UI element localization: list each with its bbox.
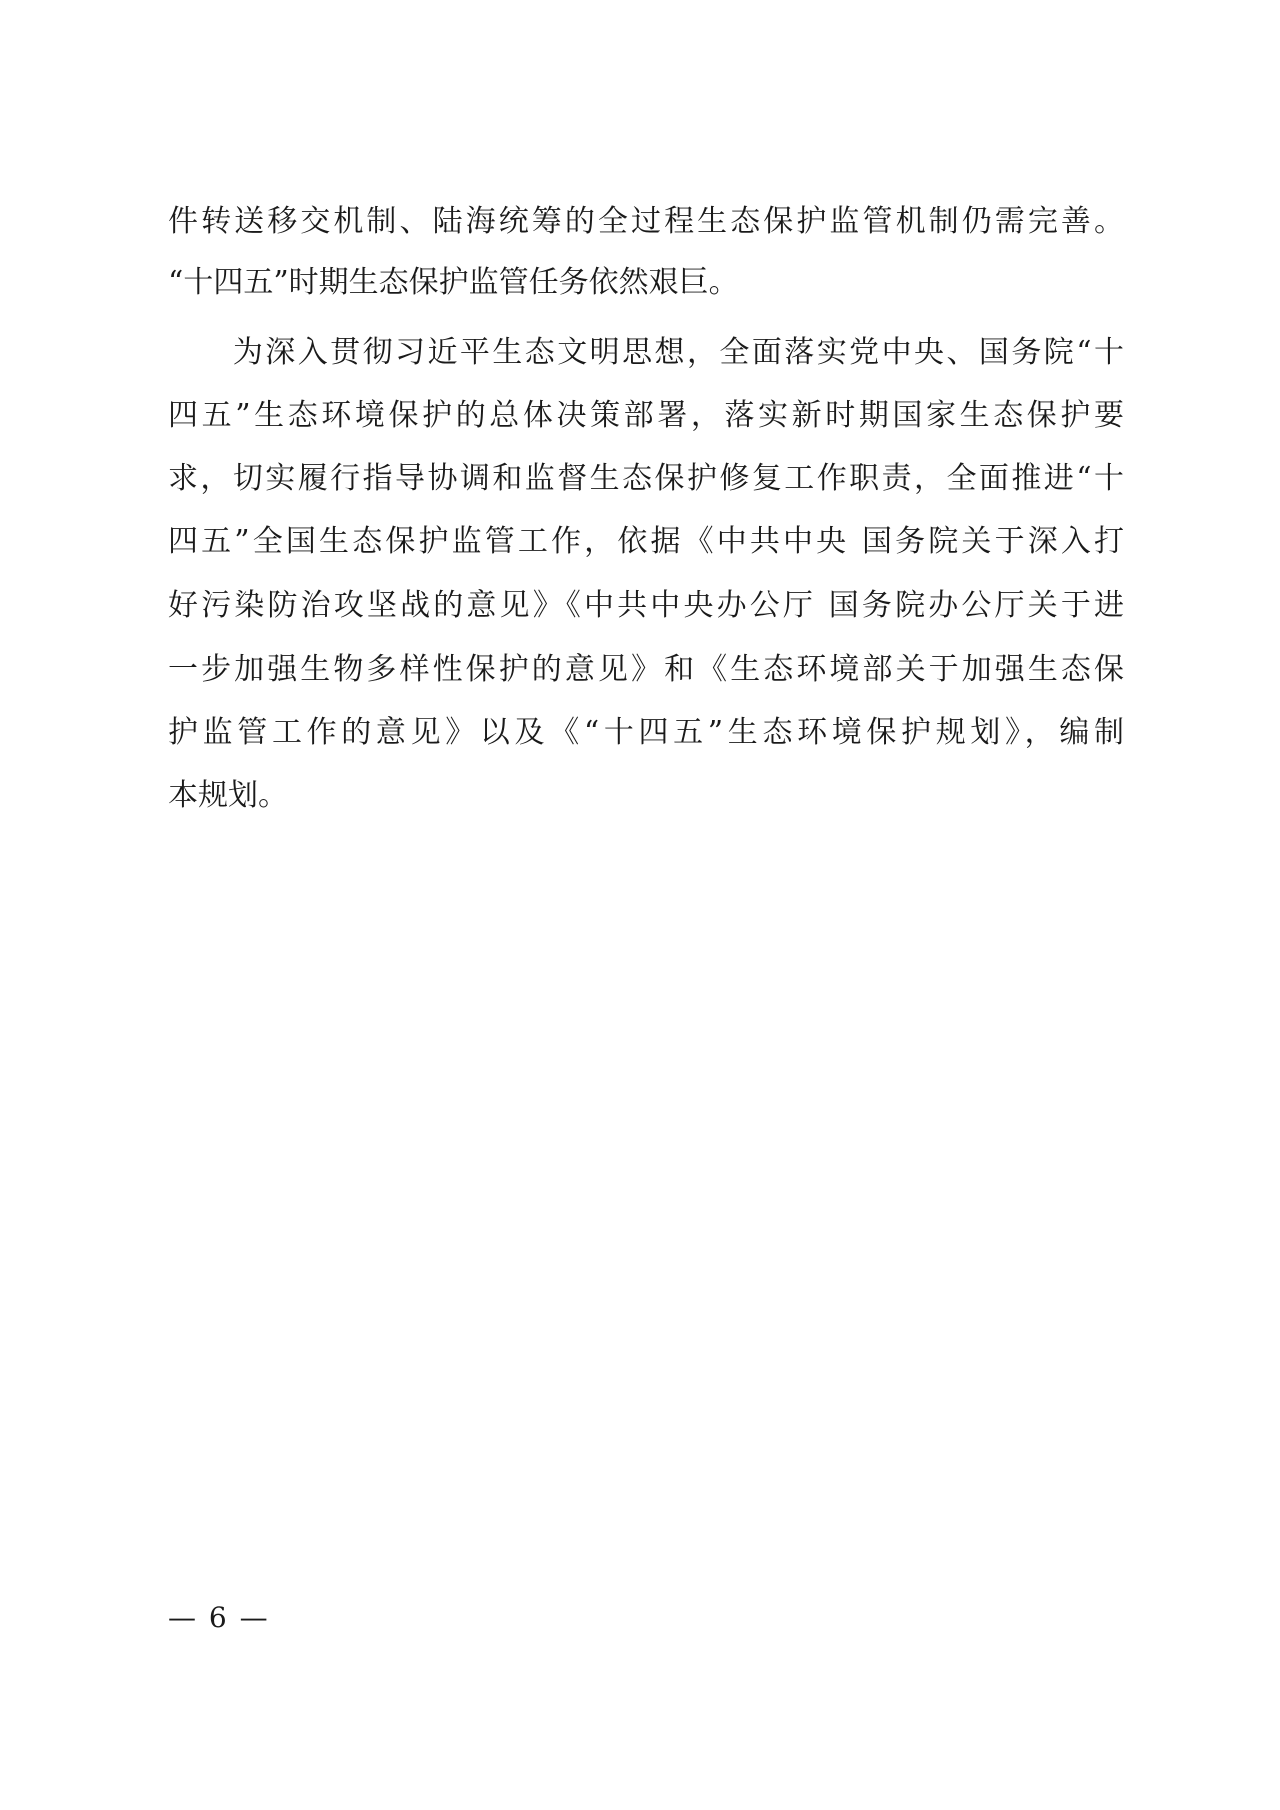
text-line-1: 件转送移交机制、陆海统筹的全过程生态保护监管机制仍需完善。 — [168, 204, 1124, 239]
text-line-4: 四五”生态环境保护的总体决策部署，落实新时期国家生态保护要 — [168, 398, 1124, 433]
text-line-6: 四五”全国生态保护监管工作，依据《中共中央 国务院关于深入打 — [168, 524, 1124, 559]
text-line-5: 求，切实履行指导协调和监督生态保护修复工作职责，全面推进“十 — [168, 461, 1124, 496]
text-line-8: 一步加强生物多样性保护的意见》和《生态环境部关于加强生态保 — [168, 652, 1124, 687]
text-line-9: 护监管工作的意见》以及《“十四五”生态环境保护规划》，编制 — [168, 715, 1124, 750]
text-line-2: “十四五”时期生态保护监管任务依然艰巨。 — [168, 265, 739, 300]
text-line-7: 好污染防治攻坚战的意见》《中共中央办公厅 国务院办公厅关于进 — [168, 588, 1124, 623]
text-line-3: 为深入贯彻习近平生态文明思想，全面落实党中央、国务院“十 — [168, 335, 1124, 370]
page-number: — 6 — — [168, 1601, 270, 1634]
text-line-10: 本规划。 — [168, 778, 288, 813]
